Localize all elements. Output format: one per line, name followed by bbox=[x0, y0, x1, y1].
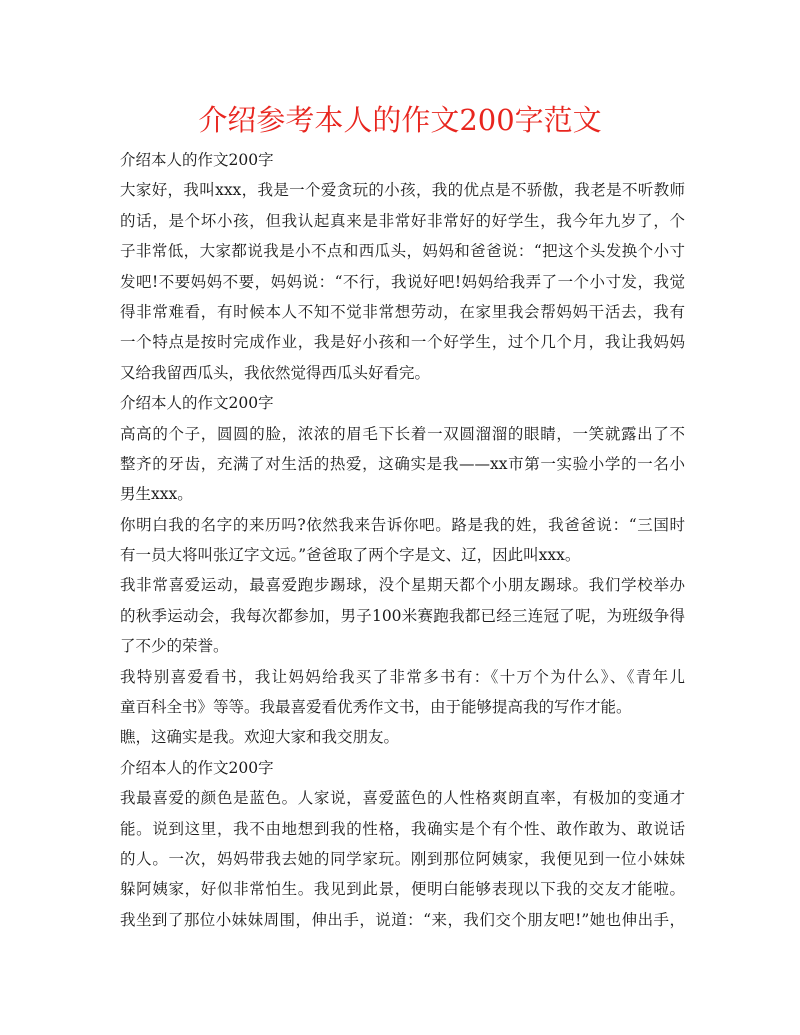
text-line: 子非常低，大家都说我是小不点和西瓜头，妈妈和爸爸说：“把这个头发换个小寸 bbox=[120, 242, 685, 261]
text-line: 男生xxx。 bbox=[120, 485, 193, 504]
text-line: 的秋季运动会，我每次都参加，男子100米赛跑我都已经三连冠了呢，为班级争得 bbox=[120, 606, 685, 625]
text-line: 得非常难看，有时候本人不知不觉非常想劳动，在家里我会帮妈妈干活去，我有 bbox=[120, 302, 685, 321]
text-line: 能。说到这里，我不由地想到我的性格，我确实是个有个性、敢作敢为、敢说话 bbox=[120, 819, 685, 838]
document-title: 介绍参考本人的作文200字范文 bbox=[198, 103, 602, 137]
text-line: 了不少的荣誉。 bbox=[120, 637, 229, 656]
text-line: 大家好，我叫xxx，我是一个爱贪玩的小孩，我的优点是不骄傲，我老是不听教师 bbox=[120, 181, 685, 200]
text-line: 高高的个子，圆圆的脸，浓浓的眉毛下长着一双圆溜溜的眼睛，一笑就露出了不 bbox=[120, 424, 685, 443]
text-line: 一个特点是按时完成作业，我是好小孩和一个好学生，过个几个月，我让我妈妈 bbox=[120, 333, 685, 352]
text-line: 发吧!不要妈妈不要，妈妈说：“不行，我说好吧!妈妈给我弄了一个小寸发，我觉 bbox=[120, 272, 685, 291]
text-line: 你明白我的名字的来历吗?依然我来告诉你吧。路是我的姓，我爸爸说：“三国时 bbox=[120, 515, 685, 534]
text-line: 我最喜爱的颜色是蓝色。人家说，喜爱蓝色的人性格爽朗直率，有极加的变通才 bbox=[120, 789, 685, 808]
text-line: 我坐到了那位小妹妹周围，伸出手，说道：“来，我们交个朋友吧!”她也伸出手， bbox=[120, 910, 685, 929]
document-body bbox=[120, 145, 685, 935]
text-line: 我特别喜爱看书，我让妈妈给我买了非常多书有：《十万个为什么》、《青年儿 bbox=[120, 667, 685, 686]
text-line: 介绍本人的作文200字 bbox=[120, 394, 274, 413]
text-line: 又给我留西瓜头，我依然觉得西瓜头好看完。 bbox=[120, 363, 431, 382]
text-line: 的人。一次，妈妈带我去她的同学家玩。刚到那位阿姨家，我便见到一位小妹妹 bbox=[120, 849, 685, 868]
text-line: 躲阿姨家，好似非常怕生。我见到此景，便明白能够表现以下我的交友才能啦。 bbox=[120, 880, 685, 899]
text-line: 瞧，这确实是我。欢迎大家和我交朋友。 bbox=[120, 728, 400, 747]
text-line: 的话，是个坏小孩，但我认起真来是非常好非常好的好学生，我今年九岁了，个 bbox=[120, 211, 685, 230]
text-line: 介绍本人的作文200字 bbox=[120, 758, 274, 777]
text-line: 整齐的牙齿，充满了对生活的热爱，这确实是我——xx市第一实验小学的一名小 bbox=[120, 454, 685, 473]
text-line: 童百科全书》等等。我最喜爱看优秀作文书，由于能够提高我的写作才能。 bbox=[120, 698, 632, 717]
text-line: 有一员大将叫张辽字文远。”爸爸取了两个字是文、辽，因此叫xxx。 bbox=[120, 546, 581, 565]
text-line: 我非常喜爱运动，最喜爱跑步踢球，没个星期天都个小朋友踢球。我们学校举办 bbox=[120, 576, 685, 595]
text-line: 介绍本人的作文200字 bbox=[120, 151, 274, 169]
